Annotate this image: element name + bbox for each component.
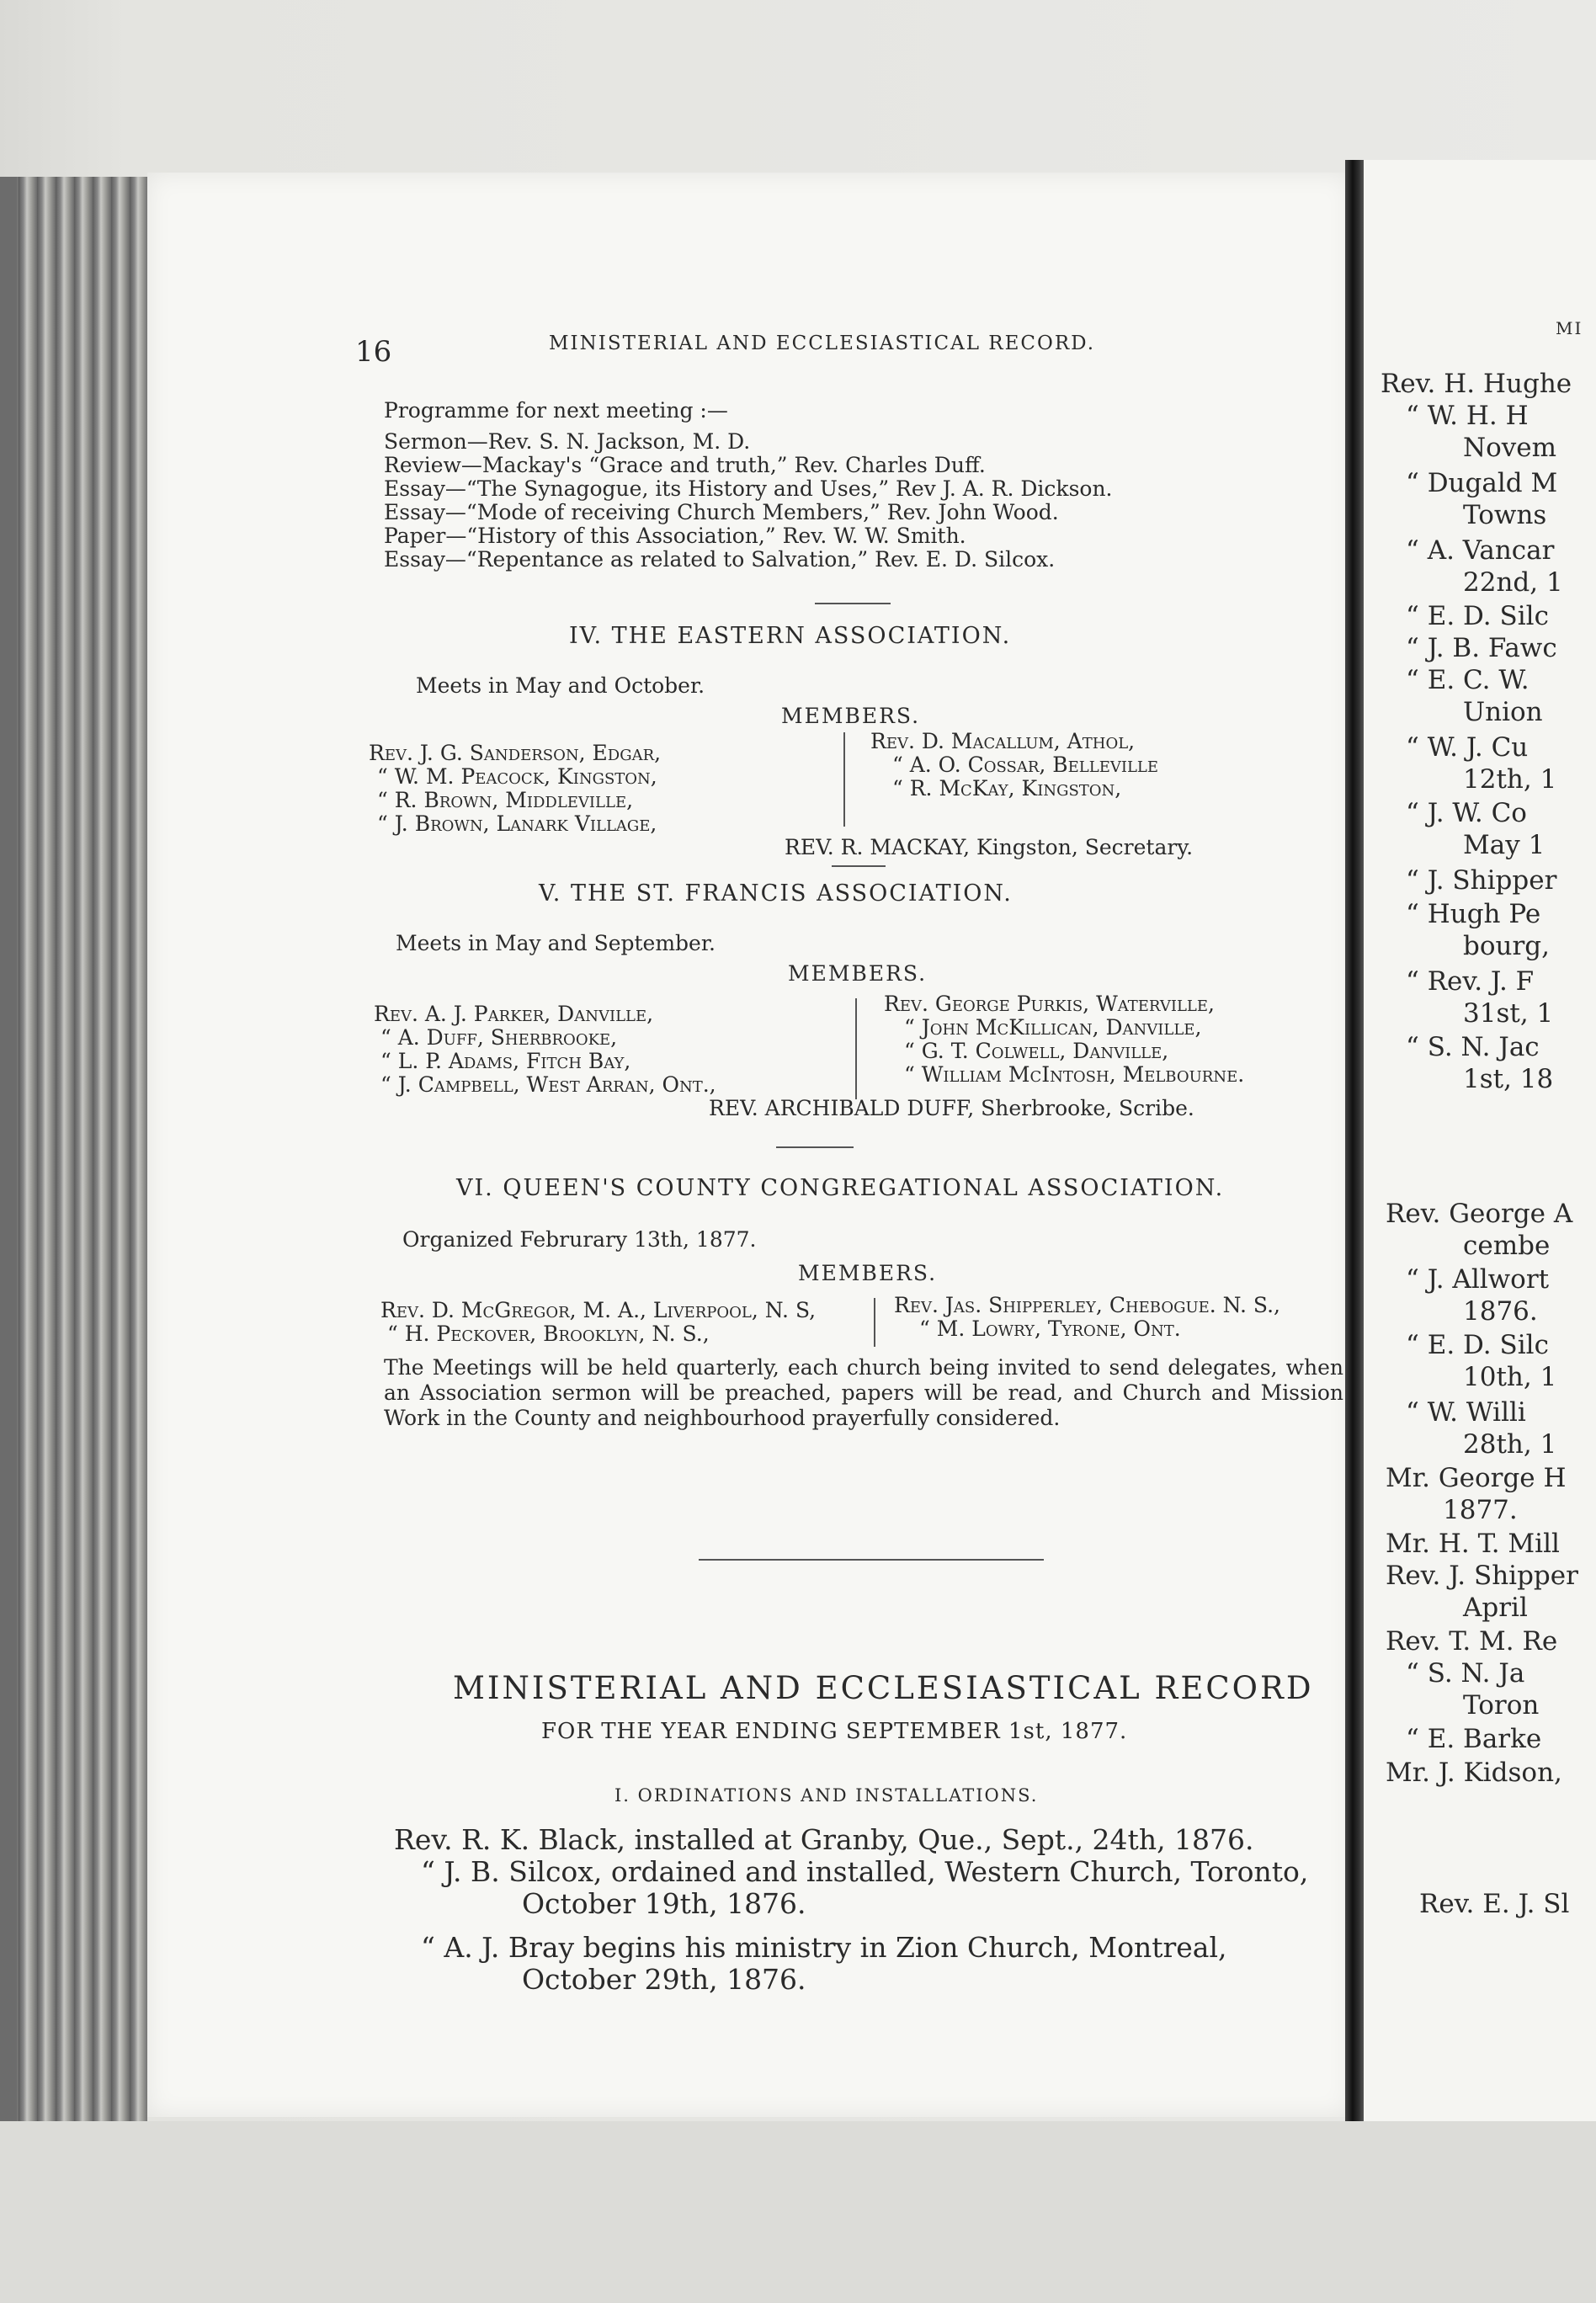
- right-line: “ E. D. Silc: [1406, 1330, 1549, 1360]
- right-line: “ W. J. Cu: [1406, 732, 1529, 763]
- st-francis-member: “ A. Duff, Sherbrooke,: [380, 1025, 618, 1050]
- right-line: Towns: [1463, 500, 1547, 530]
- right-line: 1st, 18: [1463, 1064, 1554, 1094]
- st-francis-members-label: MEMBERS.: [788, 961, 928, 986]
- right-line: 1877.: [1443, 1495, 1518, 1525]
- record-line: Rev. R. K. Black, installed at Granby, Que., Sept., 24th, 1876.: [394, 1823, 1254, 1856]
- record-subtitle: FOR THE YEAR ENDING SEPTEMBER 1st, 1877.: [541, 1719, 1128, 1744]
- right-line: Rev. George A: [1386, 1199, 1573, 1229]
- st-francis-scribe: REV. ARCHIBALD DUFF, Sherbrooke, Scribe.: [709, 1096, 1194, 1120]
- book-gutter: [1345, 160, 1364, 2121]
- right-line: Mr. George H: [1386, 1463, 1567, 1493]
- right-line: “ S. N. Jac: [1406, 1032, 1540, 1062]
- right-line: 1876.: [1463, 1296, 1538, 1327]
- record-section-heading: I. ORDINATIONS AND INSTALLATIONS.: [614, 1785, 1039, 1806]
- running-head: MINISTERIAL AND ECCLESIASTICAL RECORD.: [549, 332, 1096, 354]
- right-line: “ Hugh Pe: [1406, 899, 1541, 929]
- programme-title: Programme for next meeting :—: [384, 398, 728, 423]
- eastern-member: Rev. D. Macallum, Athol,: [870, 729, 1136, 753]
- programme-item: Sermon—Rev. S. N. Jackson, M. D.: [384, 429, 751, 454]
- programme-item: Paper—“History of this Association,” Rev. W. W. Smith.: [384, 524, 966, 548]
- programme-item: Review—Mackay's “Grace and truth,” Rev. Charles Duff.: [384, 453, 986, 477]
- programme-item: Essay—“The Synagogue, its History and Uses,” Rev J. A. R. Dickson.: [384, 476, 1113, 501]
- right-line: “ J. B. Fawc: [1406, 633, 1557, 663]
- right-line: “ Dugald M: [1406, 468, 1558, 498]
- eastern-member: “ R. McKay, Kingston,: [892, 776, 1122, 800]
- eastern-member: “ W. M. Peacock, Kingston,: [377, 764, 657, 789]
- eastern-heading: IV. THE EASTERN ASSOCIATION.: [569, 623, 1012, 649]
- eastern-members-label: MEMBERS.: [781, 704, 921, 728]
- right-line: Union: [1463, 697, 1543, 727]
- eastern-member: “ A. O. Cossar, Belleville: [892, 753, 1158, 777]
- queens-organized: Organized Februrary 13th, 1877.: [402, 1227, 757, 1252]
- book-page-edges: [0, 177, 147, 2138]
- right-line: “ W. Willi: [1406, 1397, 1526, 1428]
- st-francis-member: “ J. Campbell, West Arran, Ont.,: [380, 1072, 716, 1097]
- right-line: Mr. H. T. Mill: [1386, 1529, 1560, 1559]
- right-line: April: [1463, 1593, 1528, 1623]
- divider: [776, 1146, 854, 1148]
- column-divider: [843, 732, 845, 827]
- programme-item: Essay—“Mode of receiving Church Members,” Rev. John Wood.: [384, 500, 1059, 524]
- record-line: October 29th, 1876.: [522, 1963, 806, 1996]
- right-running-head: MI: [1556, 318, 1583, 338]
- record-line: October 19th, 1876.: [522, 1887, 806, 1920]
- page-number: 16: [355, 335, 392, 369]
- right-line: 10th, 1: [1463, 1362, 1557, 1392]
- divider: [815, 603, 891, 604]
- st-francis-member: “ L. P. Adams, Fitch Bay,: [380, 1049, 631, 1073]
- right-line: May 1: [1463, 830, 1545, 860]
- st-francis-member: Rev. A. J. Parker, Danville,: [374, 1002, 654, 1026]
- queens-member: Rev. Jas. Shipperley, Chebogue. N. S.,: [894, 1293, 1280, 1317]
- eastern-member: Rev. J. G. Sanderson, Edgar,: [369, 741, 662, 765]
- queens-paragraph: The Meetings will be held quarterly, each church being invited to send delegates, when an Association sermon will be preached, papers will be read, and Church and Mission Work in the County and neighbourhood prayerfully considered.: [384, 1355, 1343, 1430]
- queens-member: “ H. Peckover, Brooklyn, N. S.,: [387, 1322, 710, 1346]
- record-line: “ J. B. Silcox, ordained and installed, Western Church, Toronto,: [421, 1855, 1309, 1888]
- eastern-member: “ R. Brown, Middleville,: [377, 788, 634, 812]
- queens-heading: VI. QUEEN'S COUNTY CONGREGATIONAL ASSOCIATION.: [456, 1175, 1225, 1201]
- queens-member: “ M. Lowry, Tyrone, Ont.: [919, 1316, 1181, 1341]
- right-line: Novem: [1463, 433, 1557, 463]
- right-line: cembe: [1463, 1231, 1551, 1261]
- right-line: 22nd, 1: [1463, 567, 1563, 598]
- right-line: “ E. C. W.: [1406, 665, 1530, 695]
- divider: [832, 865, 886, 867]
- section-rule: [699, 1559, 1044, 1561]
- right-line: “ A. Vancar: [1406, 535, 1555, 566]
- programme-item: Essay—“Repentance as related to Salvation,” Rev. E. D. Silcox.: [384, 547, 1056, 572]
- queens-members-label: MEMBERS.: [798, 1261, 938, 1285]
- right-line: 31st, 1: [1463, 998, 1554, 1029]
- right-line: Rev. J. Shipper: [1386, 1561, 1578, 1591]
- right-line: Mr. J. Kidson,: [1386, 1758, 1562, 1788]
- right-line: Toron: [1463, 1690, 1540, 1721]
- column-divider: [855, 998, 857, 1099]
- right-line: Rev. E. J. Sl: [1419, 1889, 1570, 1919]
- right-line: “ E. Barke: [1406, 1724, 1542, 1754]
- st-francis-heading: V. THE ST. FRANCIS ASSOCIATION.: [539, 880, 1013, 907]
- st-francis-member: “ G. T. Colwell, Danville,: [904, 1039, 1169, 1063]
- column-divider: [874, 1298, 875, 1347]
- right-line: 28th, 1: [1463, 1429, 1557, 1460]
- queens-member: Rev. D. McGregor, M. A., Liverpool, N. S,: [380, 1298, 817, 1322]
- right-line: “ J. W. Co: [1406, 798, 1527, 828]
- st-francis-member: Rev. George Purkis, Waterville,: [884, 992, 1215, 1016]
- st-francis-meets: Meets in May and September.: [396, 931, 716, 955]
- right-line: bourg,: [1463, 931, 1550, 961]
- right-line: Rev. H. Hughe: [1381, 369, 1572, 399]
- right-line: Rev. T. M. Re: [1386, 1626, 1558, 1657]
- right-line: “ E. D. Silc: [1406, 601, 1549, 631]
- eastern-meets: Meets in May and October.: [416, 673, 705, 698]
- right-line: “ Rev. J. F: [1406, 966, 1535, 997]
- st-francis-member: “ William McIntosh, Melbourne.: [904, 1062, 1245, 1087]
- right-line: 12th, 1: [1463, 764, 1557, 795]
- record-line: “ A. J. Bray begins his ministry in Zion Church, Montreal,: [421, 1931, 1227, 1964]
- st-francis-member: “ John McKillican, Danville,: [904, 1015, 1202, 1040]
- right-line: “ W. H. H: [1406, 401, 1529, 431]
- eastern-secretary: REV. R. MACKAY, Kingston, Secretary.: [785, 835, 1194, 859]
- right-line: “ S. N. Ja: [1406, 1658, 1525, 1689]
- right-line: “ J. Shipper: [1406, 865, 1557, 896]
- record-title: MINISTERIAL AND ECCLESIASTICAL RECORD: [453, 1670, 1314, 1706]
- scanner-bed: [0, 2121, 1596, 2303]
- right-line: “ J. Allwort: [1406, 1264, 1550, 1295]
- eastern-member: “ J. Brown, Lanark Village,: [377, 811, 657, 836]
- book-edge-shadow: [0, 177, 17, 2138]
